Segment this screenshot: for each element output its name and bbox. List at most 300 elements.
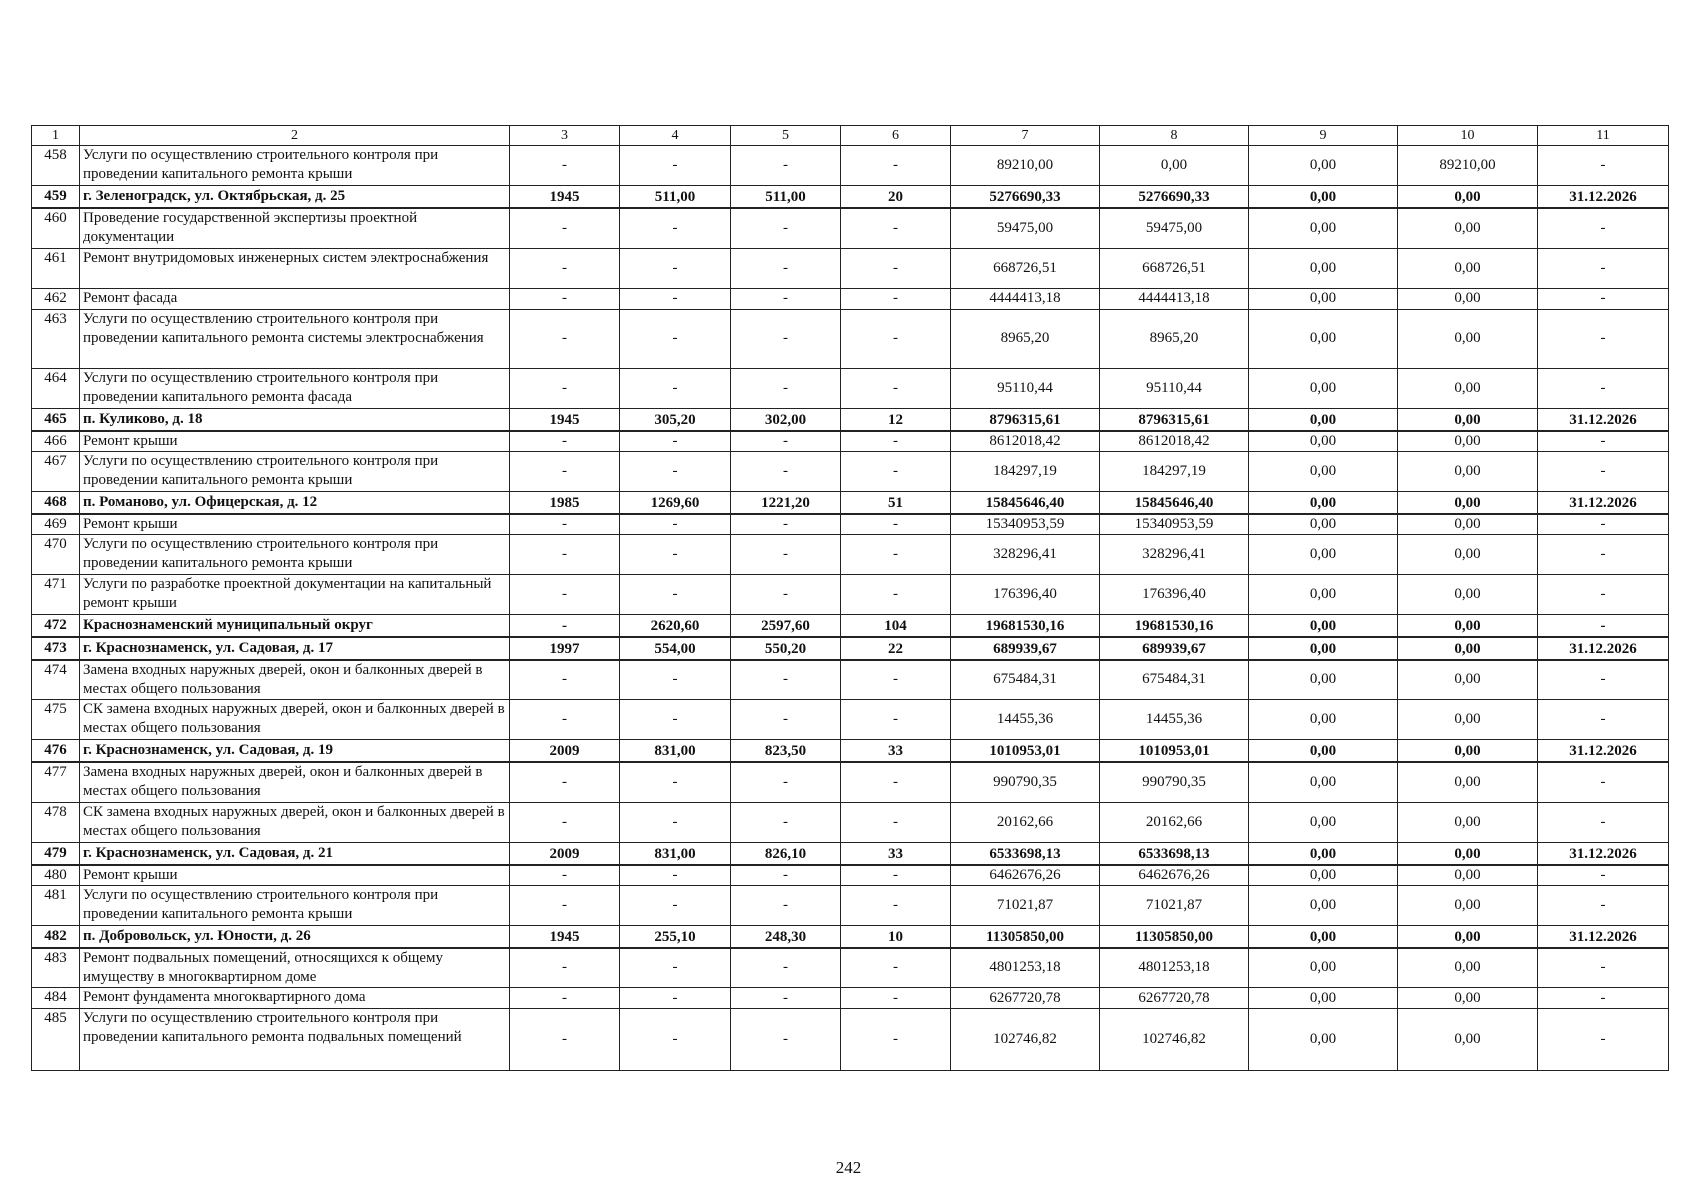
value-cell: 31.12.2026 bbox=[1538, 925, 1669, 948]
row-number-cell: 482 bbox=[32, 925, 80, 948]
value-cell: 0,00 bbox=[1249, 431, 1398, 452]
table-row bbox=[32, 534, 1669, 574]
value-cell: 31.12.2026 bbox=[1538, 186, 1669, 209]
value-cell: 0,00 bbox=[1249, 614, 1398, 637]
value-cell: 2009 bbox=[510, 842, 620, 865]
value-cell: 0,00 bbox=[1249, 534, 1398, 574]
value-cell: 4801253,18 bbox=[1100, 948, 1249, 988]
value-cell: 2620,60 bbox=[620, 614, 731, 637]
value-cell: 0,00 bbox=[1249, 408, 1398, 431]
value-cell: - bbox=[731, 802, 841, 842]
value-cell: 0,00 bbox=[1249, 700, 1398, 740]
value-cell: 0,00 bbox=[1398, 368, 1538, 408]
value-cell: - bbox=[620, 885, 731, 925]
column-header: 11 bbox=[1538, 126, 1669, 146]
work-name-cell: Услуги по осуществлению строительного контроля при проведении капитального ремонта фасада bbox=[80, 368, 510, 408]
value-cell: - bbox=[1538, 514, 1669, 535]
value-cell: 15340953,59 bbox=[1100, 514, 1249, 535]
value-cell: - bbox=[1538, 1009, 1669, 1071]
work-name-cell: Услуги по осуществлению строительного контроля при проведении капитального ремонта крыши bbox=[80, 885, 510, 925]
value-cell: - bbox=[510, 451, 620, 491]
value-cell: - bbox=[1538, 700, 1669, 740]
value-cell: - bbox=[510, 885, 620, 925]
document-sheet bbox=[31, 125, 1668, 1071]
column-header: 1 bbox=[32, 126, 80, 146]
work-name-cell: Ремонт крыши bbox=[80, 514, 510, 535]
value-cell: 5276690,33 bbox=[1100, 186, 1249, 209]
value-cell: - bbox=[620, 574, 731, 614]
value-cell: - bbox=[841, 288, 951, 309]
value-cell: - bbox=[731, 514, 841, 535]
table-row bbox=[32, 451, 1669, 491]
value-cell: - bbox=[510, 309, 620, 368]
value-cell: - bbox=[1538, 614, 1669, 637]
value-cell: - bbox=[1538, 431, 1669, 452]
value-cell: 1269,60 bbox=[620, 491, 731, 514]
value-cell: 102746,82 bbox=[1100, 1009, 1249, 1071]
work-name-cell: Проведение государственной экспертизы проектной документации bbox=[80, 208, 510, 248]
value-cell: 0,00 bbox=[1249, 309, 1398, 368]
value-cell: - bbox=[620, 700, 731, 740]
value-cell: - bbox=[510, 660, 620, 700]
value-cell: - bbox=[841, 514, 951, 535]
table-row-address bbox=[32, 408, 1669, 431]
value-cell: 0,00 bbox=[1249, 146, 1398, 186]
value-cell: 176396,40 bbox=[1100, 574, 1249, 614]
row-number-cell: 466 bbox=[32, 431, 80, 452]
value-cell: 1985 bbox=[510, 491, 620, 514]
value-cell: 0,00 bbox=[1398, 408, 1538, 431]
row-number-cell: 464 bbox=[32, 368, 80, 408]
work-name-cell: Краснознаменский муниципальный округ bbox=[80, 614, 510, 637]
page-number: 242 bbox=[835, 1158, 862, 1177]
value-cell: 0,00 bbox=[1398, 925, 1538, 948]
column-header: 4 bbox=[620, 126, 731, 146]
value-cell: - bbox=[1538, 660, 1669, 700]
value-cell: 4444413,18 bbox=[951, 288, 1100, 309]
row-number-cell: 463 bbox=[32, 309, 80, 368]
value-cell: - bbox=[1538, 948, 1669, 988]
value-cell: 511,00 bbox=[620, 186, 731, 209]
value-cell: 184297,19 bbox=[951, 451, 1100, 491]
value-cell: 59475,00 bbox=[951, 208, 1100, 248]
row-number-cell: 470 bbox=[32, 534, 80, 574]
value-cell: 0,00 bbox=[1398, 1009, 1538, 1071]
value-cell: 31.12.2026 bbox=[1538, 491, 1669, 514]
value-cell: 5276690,33 bbox=[951, 186, 1100, 209]
value-cell: 4801253,18 bbox=[951, 948, 1100, 988]
value-cell: - bbox=[510, 614, 620, 637]
table-row-address bbox=[32, 491, 1669, 514]
value-cell: - bbox=[731, 700, 841, 740]
work-name-cell: г. Зеленоградск, ул. Октябрьская, д. 25 bbox=[80, 186, 510, 209]
value-cell: 8796315,61 bbox=[1100, 408, 1249, 431]
work-name-cell: г. Краснознаменск, ул. Садовая, д. 19 bbox=[80, 740, 510, 763]
value-cell: - bbox=[731, 865, 841, 886]
value-cell: - bbox=[841, 1009, 951, 1071]
value-cell: 71021,87 bbox=[1100, 885, 1249, 925]
value-cell: - bbox=[510, 802, 620, 842]
value-cell: - bbox=[1538, 368, 1669, 408]
value-cell: 0,00 bbox=[1249, 637, 1398, 660]
value-cell: 176396,40 bbox=[951, 574, 1100, 614]
value-cell: 8796315,61 bbox=[951, 408, 1100, 431]
value-cell: 1945 bbox=[510, 408, 620, 431]
table-row-address bbox=[32, 637, 1669, 660]
work-name-cell: Ремонт фундамента многоквартирного дома bbox=[80, 988, 510, 1009]
value-cell: 51 bbox=[841, 491, 951, 514]
value-cell: 0,00 bbox=[1249, 574, 1398, 614]
value-cell: 0,00 bbox=[1398, 514, 1538, 535]
value-cell: 12 bbox=[841, 408, 951, 431]
value-cell: - bbox=[620, 208, 731, 248]
value-cell: 15845646,40 bbox=[951, 491, 1100, 514]
work-name-cell: г. Краснознаменск, ул. Садовая, д. 17 bbox=[80, 637, 510, 660]
table-row bbox=[32, 208, 1669, 248]
value-cell: 0,00 bbox=[1398, 208, 1538, 248]
value-cell: 0,00 bbox=[1398, 186, 1538, 209]
value-cell: 0,00 bbox=[1398, 988, 1538, 1009]
value-cell: 20162,66 bbox=[951, 802, 1100, 842]
column-header: 8 bbox=[1100, 126, 1249, 146]
value-cell: 2597,60 bbox=[731, 614, 841, 637]
value-cell: - bbox=[841, 988, 951, 1009]
table-row-address bbox=[32, 614, 1669, 637]
row-number-cell: 479 bbox=[32, 842, 80, 865]
value-cell: - bbox=[841, 368, 951, 408]
value-cell: 302,00 bbox=[731, 408, 841, 431]
value-cell: 0,00 bbox=[1249, 368, 1398, 408]
value-cell: - bbox=[731, 248, 841, 288]
row-number-cell: 467 bbox=[32, 451, 80, 491]
value-cell: - bbox=[841, 948, 951, 988]
column-header: 2 bbox=[80, 126, 510, 146]
table-row-address bbox=[32, 186, 1669, 209]
value-cell: - bbox=[1538, 762, 1669, 802]
work-name-cell: Ремонт подвальных помещений, относящихся к общему имуществу в многоквартирном доме bbox=[80, 948, 510, 988]
value-cell: 668726,51 bbox=[951, 248, 1100, 288]
row-number-cell: 460 bbox=[32, 208, 80, 248]
work-name-cell: Услуги по осуществлению строительного контроля при проведении капитального ремонта крыши bbox=[80, 146, 510, 186]
value-cell: 4444413,18 bbox=[1100, 288, 1249, 309]
value-cell: - bbox=[841, 208, 951, 248]
value-cell: - bbox=[620, 146, 731, 186]
value-cell: 0,00 bbox=[1398, 660, 1538, 700]
value-cell: - bbox=[841, 431, 951, 452]
value-cell: 550,20 bbox=[731, 637, 841, 660]
work-name-cell: п. Добровольск, ул. Юности, д. 26 bbox=[80, 925, 510, 948]
value-cell: 8965,20 bbox=[1100, 309, 1249, 368]
row-number-cell: 483 bbox=[32, 948, 80, 988]
value-cell: 15845646,40 bbox=[1100, 491, 1249, 514]
value-cell: 0,00 bbox=[1249, 925, 1398, 948]
value-cell: 33 bbox=[841, 740, 951, 763]
value-cell: - bbox=[620, 288, 731, 309]
row-number-cell: 474 bbox=[32, 660, 80, 700]
value-cell: - bbox=[841, 660, 951, 700]
value-cell: 0,00 bbox=[1398, 637, 1538, 660]
work-name-cell: Услуги по осуществлению строительного контроля при проведении капитального ремонта подвальных помещений bbox=[80, 1009, 510, 1071]
value-cell: 6462676,26 bbox=[951, 865, 1100, 886]
value-cell: - bbox=[1538, 451, 1669, 491]
value-cell: 0,00 bbox=[1249, 865, 1398, 886]
work-name-cell: Замена входных наружных дверей, окон и балконных дверей в местах общего пользования bbox=[80, 762, 510, 802]
value-cell: 511,00 bbox=[731, 186, 841, 209]
value-cell: - bbox=[620, 948, 731, 988]
value-cell: - bbox=[841, 309, 951, 368]
value-cell: 95110,44 bbox=[1100, 368, 1249, 408]
value-cell: - bbox=[510, 1009, 620, 1071]
value-cell: - bbox=[510, 988, 620, 1009]
table-row bbox=[32, 431, 1669, 452]
value-cell: 0,00 bbox=[1249, 208, 1398, 248]
value-cell: - bbox=[510, 865, 620, 886]
value-cell: 19681530,16 bbox=[951, 614, 1100, 637]
value-cell: - bbox=[620, 368, 731, 408]
value-cell: 0,00 bbox=[1398, 534, 1538, 574]
value-cell: 0,00 bbox=[1249, 762, 1398, 802]
value-cell: - bbox=[620, 865, 731, 886]
value-cell: 826,10 bbox=[731, 842, 841, 865]
value-cell: 0,00 bbox=[1249, 842, 1398, 865]
value-cell: - bbox=[1538, 208, 1669, 248]
work-name-cell: Ремонт внутридомовых инженерных систем электроснабжения bbox=[80, 248, 510, 288]
table-row bbox=[32, 762, 1669, 802]
value-cell: 1945 bbox=[510, 925, 620, 948]
value-cell: 328296,41 bbox=[951, 534, 1100, 574]
value-cell: 0,00 bbox=[1398, 431, 1538, 452]
value-cell: 0,00 bbox=[1398, 842, 1538, 865]
value-cell: 31.12.2026 bbox=[1538, 408, 1669, 431]
value-cell: - bbox=[620, 762, 731, 802]
table-row bbox=[32, 248, 1669, 288]
value-cell: 1221,20 bbox=[731, 491, 841, 514]
value-cell: - bbox=[841, 146, 951, 186]
value-cell: - bbox=[510, 514, 620, 535]
value-cell: - bbox=[841, 802, 951, 842]
value-cell: 328296,41 bbox=[1100, 534, 1249, 574]
value-cell: - bbox=[731, 574, 841, 614]
value-cell: 102746,82 bbox=[951, 1009, 1100, 1071]
value-cell: 0,00 bbox=[1100, 146, 1249, 186]
value-cell: 2009 bbox=[510, 740, 620, 763]
value-cell: 20 bbox=[841, 186, 951, 209]
table-row bbox=[32, 865, 1669, 886]
table-row bbox=[32, 948, 1669, 988]
value-cell: 675484,31 bbox=[1100, 660, 1249, 700]
row-number-cell: 469 bbox=[32, 514, 80, 535]
value-cell: - bbox=[1538, 146, 1669, 186]
column-header: 9 bbox=[1249, 126, 1398, 146]
column-header: 5 bbox=[731, 126, 841, 146]
value-cell: 831,00 bbox=[620, 842, 731, 865]
value-cell: - bbox=[620, 660, 731, 700]
value-cell: - bbox=[731, 288, 841, 309]
value-cell: 0,00 bbox=[1249, 514, 1398, 535]
table-row bbox=[32, 802, 1669, 842]
value-cell: 248,30 bbox=[731, 925, 841, 948]
work-name-cell: Ремонт фасада bbox=[80, 288, 510, 309]
value-cell: 59475,00 bbox=[1100, 208, 1249, 248]
value-cell: 0,00 bbox=[1249, 660, 1398, 700]
row-number-cell: 472 bbox=[32, 614, 80, 637]
value-cell: 31.12.2026 bbox=[1538, 842, 1669, 865]
value-cell: - bbox=[1538, 802, 1669, 842]
work-name-cell: Услуги по осуществлению строительного контроля при проведении капитального ремонта системы электроснабжения bbox=[80, 309, 510, 368]
value-cell: - bbox=[841, 700, 951, 740]
value-cell: 19681530,16 bbox=[1100, 614, 1249, 637]
value-cell: 1945 bbox=[510, 186, 620, 209]
row-number-cell: 471 bbox=[32, 574, 80, 614]
column-header: 7 bbox=[951, 126, 1100, 146]
value-cell: - bbox=[620, 431, 731, 452]
value-cell: 990790,35 bbox=[951, 762, 1100, 802]
value-cell: - bbox=[841, 762, 951, 802]
table-row bbox=[32, 885, 1669, 925]
value-cell: - bbox=[731, 431, 841, 452]
value-cell: - bbox=[510, 948, 620, 988]
value-cell: - bbox=[510, 534, 620, 574]
work-name-cell: Услуги по разработке проектной документации на капитальный ремонт крыши bbox=[80, 574, 510, 614]
value-cell: - bbox=[731, 1009, 841, 1071]
value-cell: 31.12.2026 bbox=[1538, 740, 1669, 763]
value-cell: - bbox=[841, 574, 951, 614]
value-cell: 89210,00 bbox=[951, 146, 1100, 186]
table-row bbox=[32, 660, 1669, 700]
value-cell: - bbox=[731, 660, 841, 700]
value-cell: 0,00 bbox=[1398, 700, 1538, 740]
row-number-cell: 462 bbox=[32, 288, 80, 309]
value-cell: 0,00 bbox=[1249, 186, 1398, 209]
row-number-cell: 481 bbox=[32, 885, 80, 925]
value-cell: 675484,31 bbox=[951, 660, 1100, 700]
value-cell: 0,00 bbox=[1249, 740, 1398, 763]
value-cell: - bbox=[510, 368, 620, 408]
value-cell: - bbox=[731, 988, 841, 1009]
value-cell: 990790,35 bbox=[1100, 762, 1249, 802]
value-cell: 0,00 bbox=[1249, 802, 1398, 842]
value-cell: - bbox=[731, 762, 841, 802]
value-cell: - bbox=[510, 248, 620, 288]
value-cell: - bbox=[510, 288, 620, 309]
value-cell: 6533698,13 bbox=[951, 842, 1100, 865]
value-cell: - bbox=[510, 700, 620, 740]
value-cell: 0,00 bbox=[1398, 802, 1538, 842]
value-cell: 554,00 bbox=[620, 637, 731, 660]
value-cell: 31.12.2026 bbox=[1538, 637, 1669, 660]
value-cell: - bbox=[841, 885, 951, 925]
value-cell: 0,00 bbox=[1249, 248, 1398, 288]
row-number-cell: 468 bbox=[32, 491, 80, 514]
value-cell: - bbox=[1538, 288, 1669, 309]
value-cell: 89210,00 bbox=[1398, 146, 1538, 186]
value-cell: 71021,87 bbox=[951, 885, 1100, 925]
value-cell: - bbox=[510, 431, 620, 452]
value-cell: 0,00 bbox=[1249, 491, 1398, 514]
value-cell: 0,00 bbox=[1398, 614, 1538, 637]
value-cell: - bbox=[1538, 885, 1669, 925]
value-cell: - bbox=[620, 802, 731, 842]
value-cell: - bbox=[620, 309, 731, 368]
value-cell: 1010953,01 bbox=[951, 740, 1100, 763]
work-name-cell: СК замена входных наружных дверей, окон и балконных дверей в местах общего пользования bbox=[80, 802, 510, 842]
value-cell: - bbox=[841, 534, 951, 574]
value-cell: - bbox=[510, 208, 620, 248]
repair-program-table bbox=[31, 125, 1669, 1071]
table-row bbox=[32, 574, 1669, 614]
value-cell: - bbox=[1538, 309, 1669, 368]
table-row bbox=[32, 309, 1669, 368]
value-cell: 14455,36 bbox=[1100, 700, 1249, 740]
value-cell: 0,00 bbox=[1398, 865, 1538, 886]
value-cell: 0,00 bbox=[1398, 288, 1538, 309]
value-cell: 0,00 bbox=[1398, 309, 1538, 368]
table-row bbox=[32, 288, 1669, 309]
value-cell: - bbox=[841, 865, 951, 886]
value-cell: - bbox=[841, 451, 951, 491]
work-name-cell: Ремонт крыши bbox=[80, 431, 510, 452]
value-cell: - bbox=[731, 534, 841, 574]
value-cell: 0,00 bbox=[1398, 451, 1538, 491]
work-name-cell: п. Романово, ул. Офицерская, д. 12 bbox=[80, 491, 510, 514]
value-cell: 0,00 bbox=[1398, 885, 1538, 925]
value-cell: - bbox=[731, 368, 841, 408]
value-cell: - bbox=[620, 534, 731, 574]
value-cell: - bbox=[731, 948, 841, 988]
value-cell: 0,00 bbox=[1249, 885, 1398, 925]
work-name-cell: п. Куликово, д. 18 bbox=[80, 408, 510, 431]
value-cell: 668726,51 bbox=[1100, 248, 1249, 288]
row-number-cell: 461 bbox=[32, 248, 80, 288]
value-cell: 11305850,00 bbox=[951, 925, 1100, 948]
value-cell: 8612018,42 bbox=[1100, 431, 1249, 452]
work-name-cell: Замена входных наружных дверей, окон и балконных дверей в местах общего пользования bbox=[80, 660, 510, 700]
row-number-cell: 484 bbox=[32, 988, 80, 1009]
value-cell: - bbox=[731, 309, 841, 368]
value-cell: 0,00 bbox=[1398, 948, 1538, 988]
value-cell: 8612018,42 bbox=[951, 431, 1100, 452]
value-cell: 14455,36 bbox=[951, 700, 1100, 740]
value-cell: 0,00 bbox=[1398, 740, 1538, 763]
value-cell: 255,10 bbox=[620, 925, 731, 948]
table-row bbox=[32, 514, 1669, 535]
value-cell: - bbox=[1538, 988, 1669, 1009]
value-cell: - bbox=[841, 248, 951, 288]
value-cell: - bbox=[620, 514, 731, 535]
value-cell: 10 bbox=[841, 925, 951, 948]
value-cell: - bbox=[1538, 534, 1669, 574]
table-row-address bbox=[32, 740, 1669, 763]
table-row-address bbox=[32, 842, 1669, 865]
work-name-cell: СК замена входных наружных дверей, окон и балконных дверей в местах общего пользования bbox=[80, 700, 510, 740]
row-number-cell: 478 bbox=[32, 802, 80, 842]
value-cell: - bbox=[620, 248, 731, 288]
value-cell: 0,00 bbox=[1398, 491, 1538, 514]
row-number-cell: 475 bbox=[32, 700, 80, 740]
value-cell: 6267720,78 bbox=[1100, 988, 1249, 1009]
value-cell: 1010953,01 bbox=[1100, 740, 1249, 763]
work-name-cell: Услуги по осуществлению строительного контроля при проведении капитального ремонта крыши bbox=[80, 451, 510, 491]
value-cell: 15340953,59 bbox=[951, 514, 1100, 535]
column-header: 10 bbox=[1398, 126, 1538, 146]
value-cell: 8965,20 bbox=[951, 309, 1100, 368]
value-cell: 11305850,00 bbox=[1100, 925, 1249, 948]
value-cell: 823,50 bbox=[731, 740, 841, 763]
row-number-cell: 476 bbox=[32, 740, 80, 763]
work-name-cell: Ремонт крыши bbox=[80, 865, 510, 886]
value-cell: 104 bbox=[841, 614, 951, 637]
value-cell: 305,20 bbox=[620, 408, 731, 431]
